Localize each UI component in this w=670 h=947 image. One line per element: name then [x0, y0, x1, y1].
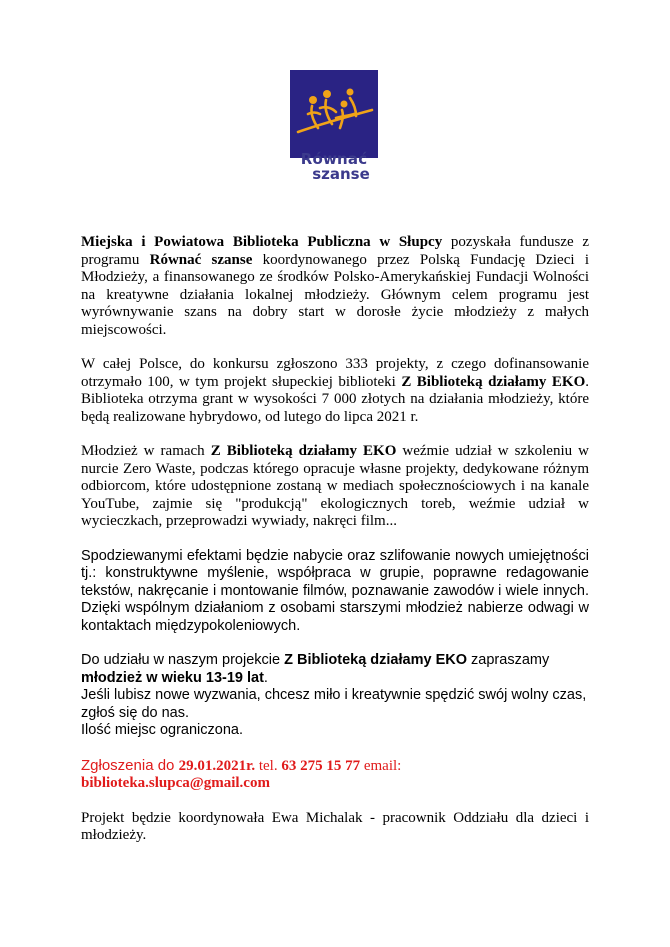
invitation-text-1: Do udziału w naszym projekcie: [81, 652, 285, 668]
paragraph-invitation: [81, 652, 589, 740]
intro-text-1: pozyskała fundusze z programu: [81, 234, 589, 268]
logo-wordmark: [290, 152, 378, 182]
program-name: Równać szanse: [149, 251, 253, 268]
registration-deadline: 29.01.2021r.: [178, 757, 256, 774]
registration-text-3: email:: [360, 757, 402, 774]
activities-text-2: weźmie udział w szkoleniu w nurcie Zero Waste, podczas którego opracuje własne projekty, dedykowane różnym odbiorcom, które udostępnione zostaną w mediach społecznościowych i na kanale YouTube, zajmie się "produkcją" ekologicznych toreb, weźmie udział w wycieczkach, przeprowadzi wywiady, nakręci film...: [81, 443, 589, 529]
paragraph-effects: [81, 548, 589, 636]
paragraph-contest: [81, 356, 589, 426]
invitation-line-4: zgłoś się do nas.: [81, 704, 190, 721]
invitation-line-3: Jeśli lubisz nowe wyzwania, chcesz miło i kreatywnie spędzić swój wolny czas,: [81, 687, 587, 703]
audience-age: młodzież w wieku 13-19 lat: [81, 669, 264, 686]
invitation-dot: .: [263, 669, 268, 686]
invitation-line-5: Ilość miejsc ograniczona.: [81, 722, 243, 738]
invitation-text-2: zapraszamy: [467, 652, 550, 668]
contest-text-1: W całej Polsce, do konkursu zgłoszono 333 projekty, z czego dofinansowanie otrzymało 100, w tym projekt słupeckiej biblioteki: [81, 356, 589, 390]
paragraph-coordinator: [81, 810, 589, 845]
letter-body: [81, 234, 589, 862]
paragraph-intro: [81, 234, 589, 339]
activities-text-1: Młodzież w ramach: [81, 443, 211, 459]
registration-line-1: [81, 757, 589, 776]
rownac-szanse-logo: [290, 70, 378, 158]
paragraph-activities: [81, 443, 589, 531]
project-name: Z Biblioteką działamy EKO: [401, 373, 586, 390]
phone-number: 63 275 15 77: [281, 757, 361, 774]
paragraph-registration: [81, 757, 589, 793]
email-address: biblioteka.slupca@gmail.com: [81, 775, 270, 791]
intro-text-2: koordynowanego przez Polską Fundację Dzieci i Młodzieży, a finansowanego ze środków Polsko-Amerykańskiej Fundacji Wolności na kreatywne działania lokalnej młodzieży. Głównym celem programu jest wyrównywanie szans na dobry start w dorosłe życie młodzieży z małych miejscowości.: [81, 251, 589, 338]
project-name: Z Biblioteką działamy EKO: [210, 443, 397, 459]
project-name: Z Biblioteką działamy EKO: [284, 652, 468, 668]
contest-text-2: . Biblioteka otrzyma grant w wysokości 7 000 złotych na działania młodzieży, które będą realizowane hybrydowo, od lutego do lipca 2021 r.: [81, 373, 589, 425]
registration-text-2: tel.: [255, 757, 282, 774]
invitation-line-2: [81, 670, 589, 688]
coordinator-text: Projekt będzie koordynowała Ewa Michalak - pracownik Oddziału dla dzieci i młodzieży.: [81, 809, 589, 843]
invitation-line-1: [81, 652, 589, 670]
logo-text-line2: szanse: [312, 165, 370, 183]
logo-text-line1: Równać: [300, 150, 368, 168]
effects-text: Spodziewanymi efektami będzie nabycie oraz szlifowanie nowych umiejętności tj.: konstruktywne myślenie, współpraca w grupie, poprawne redagowanie tekstów, nakręcanie i montowanie filmów, poznawanie zawodów i wiele innych. Dzięki wspólnym działaniom z osobami starszymi młodzież nabierze odwagi w kontaktach międzypokoleniowych.: [81, 547, 589, 634]
registration-text-1: Zgłoszenia do: [81, 756, 179, 774]
dancing-figures-icon: [290, 70, 378, 158]
organization-name: Miejska i Powiatowa Biblioteka Publiczna w Słupcy: [81, 234, 443, 250]
